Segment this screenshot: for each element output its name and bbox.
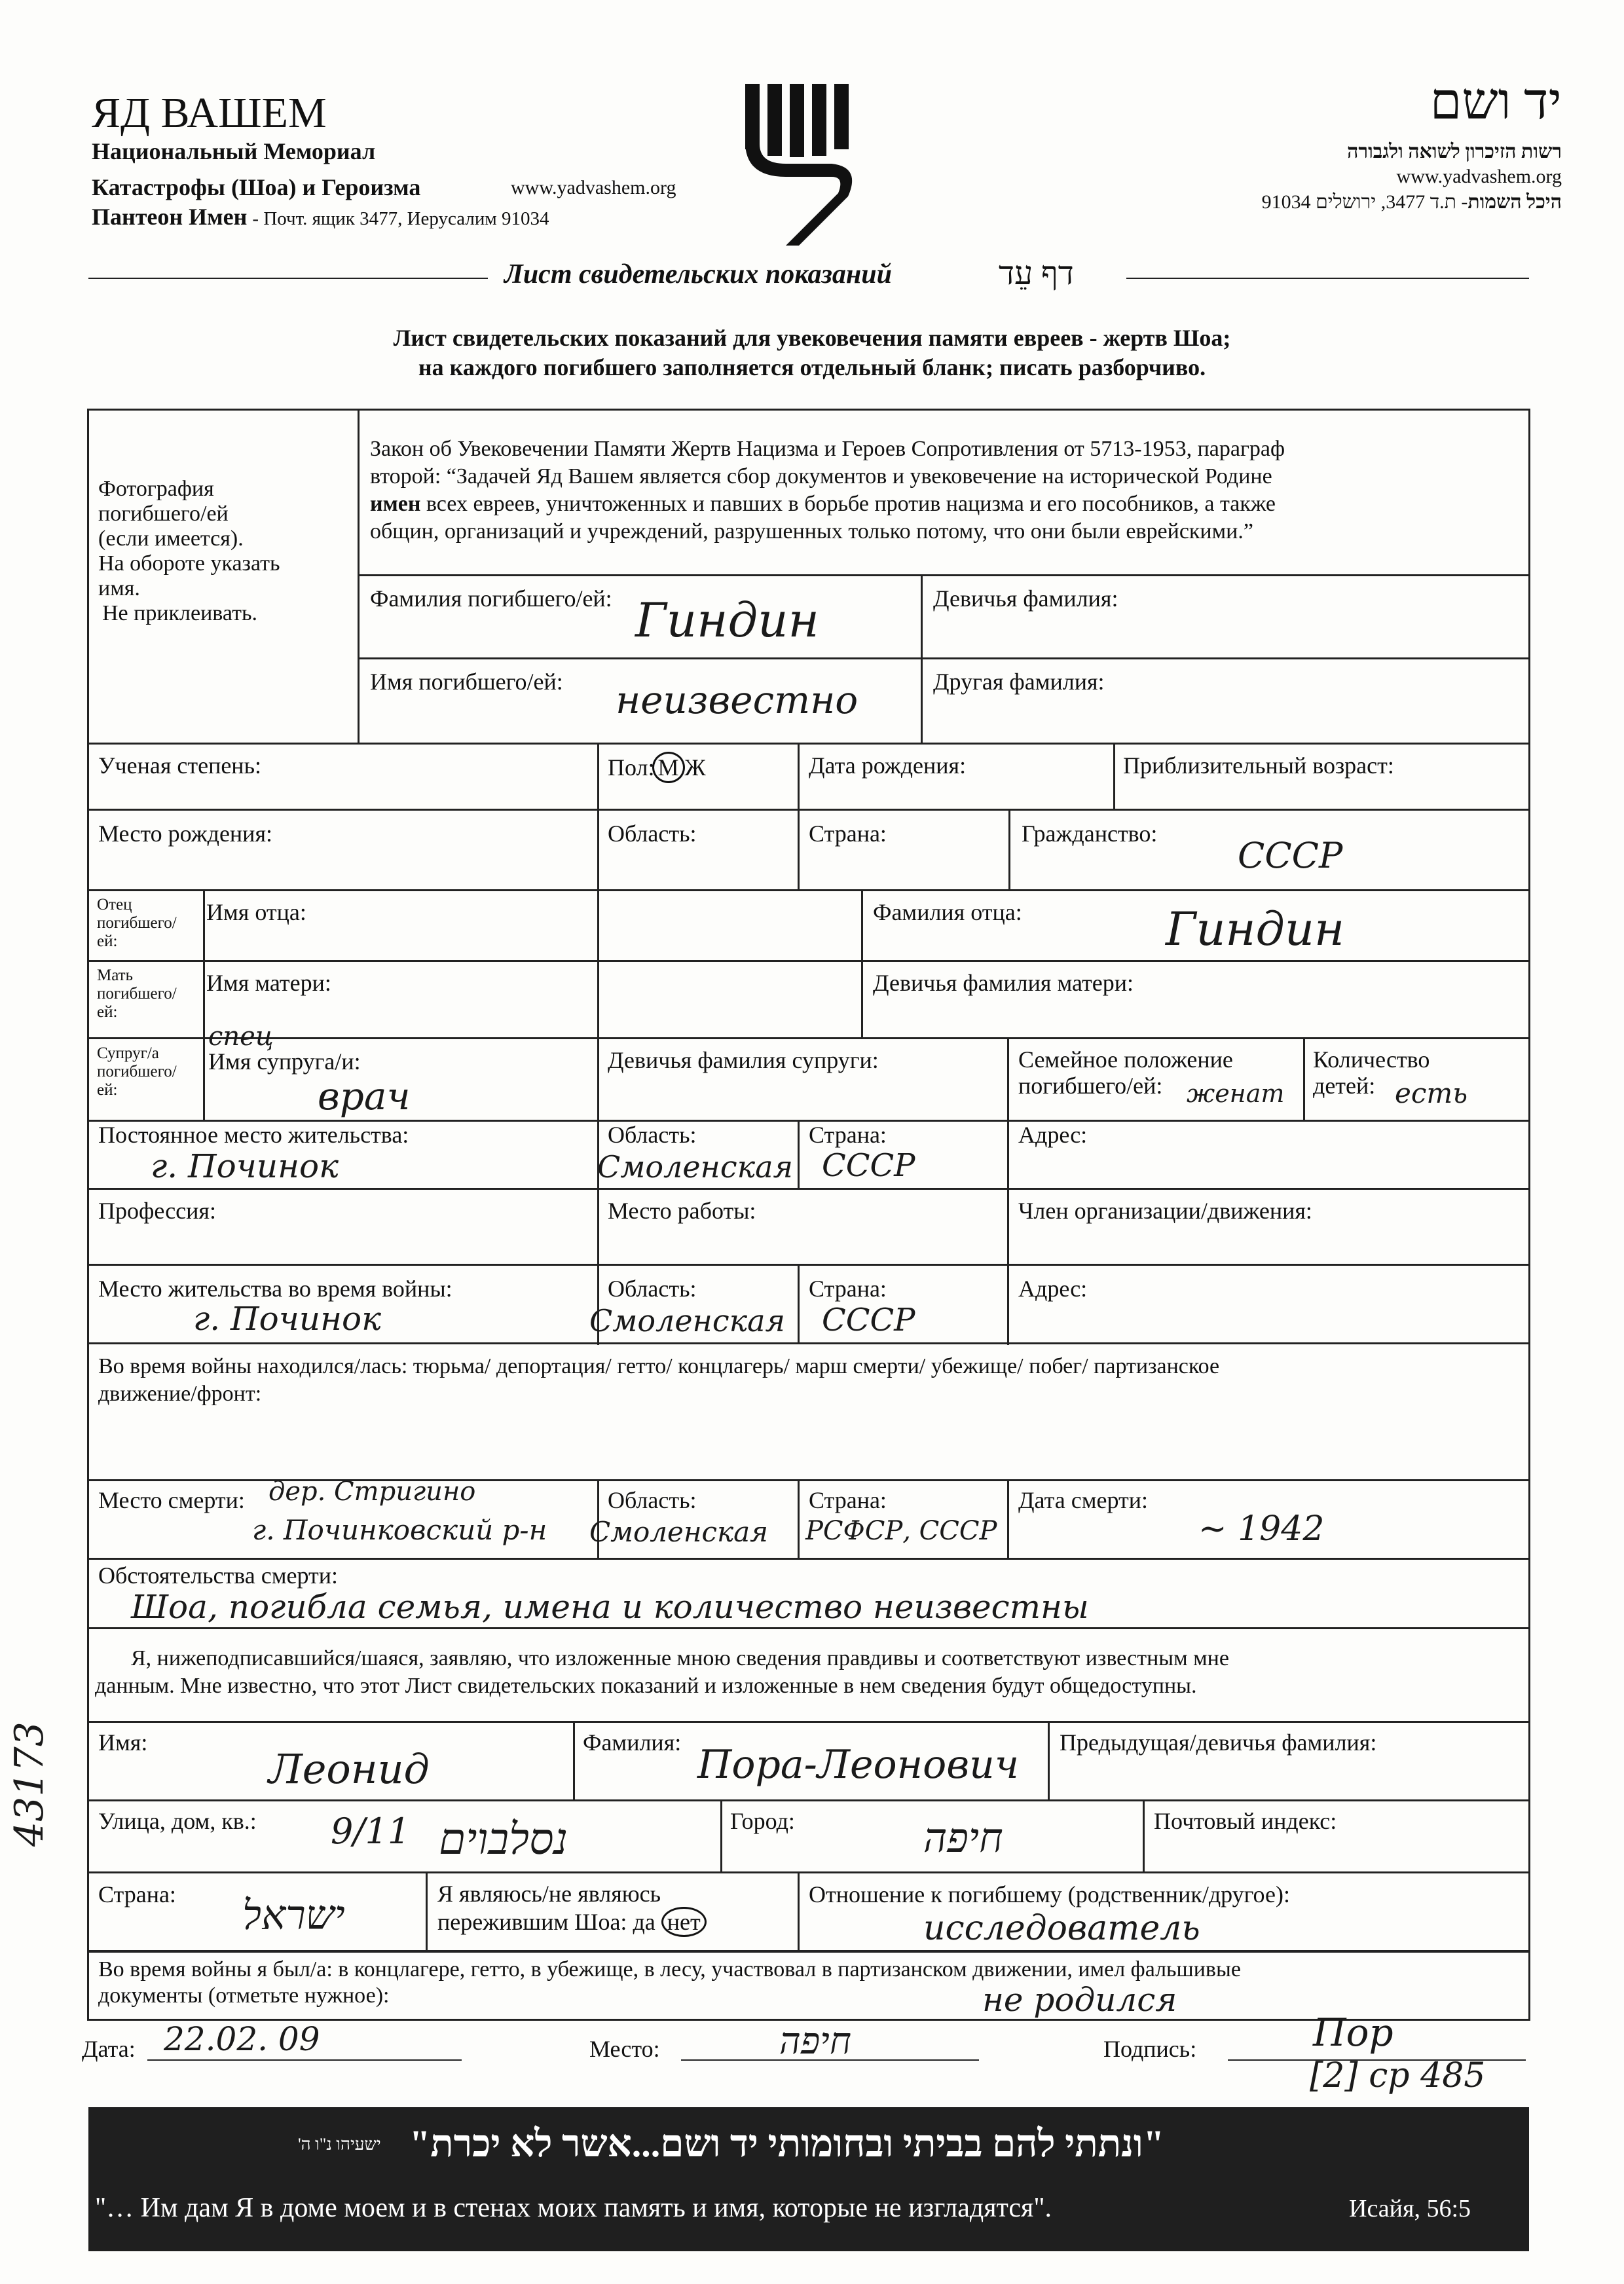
submitter-surname-label: Фамилия: [583, 1729, 682, 1756]
submitter-name-value[interactable]: Леонид [268, 1745, 430, 1793]
father-side-2: погибшего/ [97, 914, 177, 932]
website-left: www.yadvashem.org [511, 177, 676, 198]
birth-country-label: Страна: [809, 820, 887, 847]
sex-field [608, 752, 706, 783]
intro-line2: на каждого погибшего заполняется отдельный бланк; писать разборчиво. [418, 354, 1206, 380]
survivor-label [437, 1881, 707, 1937]
title-rule-left [88, 278, 488, 279]
residence-country-label: Страна: [809, 1122, 887, 1148]
spouse-side-1: Супруг/а [97, 1044, 159, 1062]
victim-firstname-value[interactable]: неизвестно [616, 678, 858, 722]
street-name-value[interactable]: נסלבוים [439, 1814, 568, 1864]
marital-status-value[interactable]: женат [1187, 1079, 1285, 1108]
law-line-3 [370, 490, 1285, 518]
declaration-line-1: Я, нижеподписавшийся/шаяся, заявляю, что изложенные мною сведения правдивы и соответствуют известным мне [131, 1646, 1229, 1670]
death-place-value-1[interactable]: дер. Стригино [268, 1477, 476, 1507]
row-line-2628 [87, 1721, 1530, 1723]
residence-region-value[interactable]: Смоленская [597, 1149, 793, 1185]
street-number-value[interactable]: 9/11 [331, 1811, 411, 1852]
name-row-divider [358, 657, 1530, 659]
father-side-1: Отец [97, 896, 132, 913]
banner-russian-ref: Исайя, 56:5 [1349, 2195, 1471, 2222]
yad-vashem-logo-icon [740, 79, 858, 249]
submitter-country-label: Страна: [98, 1881, 176, 1907]
declaration-text [95, 1645, 1229, 1700]
law-line-2: второй: “Задачей Яд Вашем является сбор документов и увековечение на исторической Родине [370, 464, 1272, 488]
death-place-label: Место смерти: [98, 1487, 245, 1513]
street-col-divider-1100 [720, 1799, 722, 1871]
mother-name-label: Имя матери: [206, 970, 331, 996]
war-region-label: Область: [608, 1276, 697, 1302]
spouse-value[interactable]: врач [318, 1074, 411, 1118]
mother-side-label [97, 967, 177, 1022]
law-line-3-rest: всех евреев, уничтоженных и павших в борьбе против нацизма и его пособников, а также [420, 492, 1276, 516]
war-residence-label: Место жительства во время войны: [98, 1276, 452, 1302]
photo-label-4: На обороте указать [98, 551, 280, 576]
org-line1-ru: Национальный Мемориал [92, 138, 376, 164]
place-value[interactable]: חיפה [779, 2020, 851, 2063]
org-line3-he [1262, 191, 1562, 213]
col-divider-1540 [1008, 809, 1010, 889]
residence-address-label: Адрес: [1018, 1122, 1088, 1148]
survivor-label-2-text: пережившим Шоа: [437, 1909, 627, 1935]
survivor-label-2 [437, 1907, 707, 1937]
row-line-2485 [87, 1627, 1530, 1629]
war-region-value[interactable]: Смоленская [589, 1303, 785, 1338]
father-side-label [97, 896, 177, 951]
submitter-war-line-1: Во время войны я был/а: в концлагере, гетто, в убежище, в лесу, участвовал в партизанском движении, имел фальшивые [98, 1957, 1241, 1981]
father-side-3: ей: [97, 932, 118, 950]
org-title-ru: ЯД ВАШЕМ [92, 89, 327, 137]
org-title-he: יד ושם [1430, 73, 1562, 130]
banner-hebrew-quote: "ונתתי להם בביתי ובחומותי יד ושם...אשר לא יכרת" [409, 2122, 1164, 2165]
website-right: www.yadvashem.org [1396, 166, 1562, 187]
law-line-1: Закон об Увековечении Памяти Жертв Нацизма и Героев Сопротивления от 5713-1953, параграф [370, 437, 1285, 461]
country-col-divider-650 [426, 1871, 428, 1950]
submitter-surname-value[interactable]: Пора-Леонович [697, 1742, 1020, 1788]
war-status-line-1: Во время войны находился/лась: тюрьма/ депортация/ гетто/ концлагерь/ марш смерти/ убежище/ побег/ партизанское [98, 1354, 1220, 1378]
spouse-col-divider-1538 [1007, 1037, 1009, 1120]
place-underline [681, 2059, 979, 2061]
sex-option-male[interactable]: М [652, 752, 685, 783]
death-country-value[interactable]: РСФСР, СССР [805, 1516, 997, 1546]
row-line-1814 [87, 1188, 1530, 1190]
photo-box [98, 477, 280, 626]
archive-note: [2] ср 485 [1310, 2056, 1486, 2095]
birth-region-label: Область: [608, 820, 697, 847]
law-names-bold: имен [370, 492, 421, 516]
photo-label-3: (если имеется). [98, 526, 244, 551]
margin-number: 43173 [7, 1722, 52, 1847]
row-line-2978 [87, 1950, 1530, 1953]
form-title-ru: Лист свидетельских показаний [504, 259, 892, 289]
death-place-value-2[interactable]: г. Починковский р-н [252, 1514, 547, 1546]
relation-value[interactable]: исследователь [923, 1909, 1200, 1948]
war-status-line-2: движение/фронт: [98, 1382, 262, 1406]
row-line-2050 [87, 1342, 1530, 1344]
mother-side-1: Мать [97, 967, 134, 984]
row-line-1930 [87, 1264, 1530, 1266]
father-surname-label: Фамилия отца: [873, 899, 1022, 925]
war-col-divider-1218 [798, 1264, 800, 1342]
banner-russian-quote: "… Им дам Я в доме моем и в стенах моих память и имя, которые не изгладятся". [95, 2193, 1052, 2223]
residence-region-label: Область: [608, 1122, 697, 1148]
law-bottom-line [358, 574, 1530, 576]
birthplace-label: Место рождения: [98, 820, 273, 847]
citizenship-value[interactable]: СССР [1238, 835, 1343, 876]
org-address-ru: - Почт. ящик 3477, Иерусалим 91034 [252, 208, 549, 229]
marital-label-1: Семейное положение [1018, 1046, 1233, 1073]
form-title-he: דף עֵד [999, 255, 1074, 291]
spouse-note[interactable]: спец [208, 1022, 274, 1052]
photo-label-2: погибшего/ей [98, 502, 229, 526]
banner-hebrew-ref: ישעיהו נ"ו ה' [298, 2135, 381, 2154]
survivor-option-no[interactable]: нет [661, 1907, 707, 1937]
other-surname-label: Другая фамилия: [933, 669, 1105, 695]
quote-banner [88, 2107, 1529, 2251]
member-label: Член организации/движения: [1018, 1198, 1312, 1224]
name-col-divider [921, 574, 923, 743]
spouse-name-label: Имя супруга/и: [208, 1048, 361, 1075]
children-value[interactable]: есть [1395, 1077, 1468, 1109]
col-divider-1700 [1113, 743, 1115, 809]
death-region-label: Область: [608, 1487, 697, 1513]
survivor-option-yes[interactable]: да [633, 1909, 655, 1935]
birthdate-label: Дата рождения: [809, 752, 967, 779]
place-label: Место: [589, 2036, 660, 2062]
death-region-value[interactable]: Смоленская [589, 1516, 768, 1548]
org-line1-he: רשות הזיכרון לשואה ולגבורה [1347, 141, 1562, 162]
death-date-value[interactable]: ~ 1942 [1198, 1509, 1325, 1549]
residence-value[interactable]: г. Починок [151, 1147, 339, 1185]
row-line-1358 [87, 889, 1530, 891]
submitter-prev-surname-label: Предыдущая/девичья фамилия: [1060, 1729, 1377, 1756]
submitter-war-value[interactable]: не родился [982, 1981, 1177, 2019]
sex-label: Пол: [608, 754, 655, 781]
sub-col-divider-875 [573, 1721, 575, 1799]
row-line-1584 [87, 1037, 1530, 1039]
zip-label: Почтовый индекс: [1154, 1808, 1337, 1834]
country-col-divider-1218 [798, 1871, 800, 1950]
org-address-he: - ת.ד 3477, ירושלים 91034 [1261, 191, 1468, 213]
law-line-4: общин, организаций и учреждений, разрушенных только потому, что они были еврейскими.” [370, 519, 1253, 543]
spouse-maiden-label: Девичья фамилия супруги: [608, 1047, 879, 1073]
war-residence-value[interactable]: г. Починок [193, 1300, 381, 1338]
survivor-label-1: Я являюсь/не являюсь [437, 1881, 661, 1907]
signature-label: Подпись: [1103, 2036, 1197, 2062]
circumstances-value[interactable]: Шоа, погибла семья, имена и количество неизвестны [131, 1588, 1089, 1626]
maiden-name-label: Девичья фамилия: [933, 585, 1118, 612]
title-rule-right [1126, 278, 1529, 279]
row-line-1235 [87, 809, 1530, 811]
declaration-line-2: данным. Мне известно, что этот Лист свидетельских показаний и изложенные в нем сведения будут общедоступны. [95, 1674, 1197, 1698]
law-text [370, 435, 1285, 545]
submitter-name-label: Имя: [98, 1729, 148, 1756]
war-status-label [98, 1353, 1219, 1408]
side-label-divider [203, 889, 205, 1120]
relation-label: Отношение к погибшему (родственник/другое): [809, 1881, 1290, 1907]
father-surname-value[interactable]: Гиндин [1166, 902, 1345, 956]
photo-label-6: Не приклеивать. [102, 601, 257, 625]
signature-value[interactable]: Пор [1313, 2010, 1393, 2055]
submitter-country-value[interactable]: ישראל [242, 1891, 345, 1939]
res-col-divider-1218 [798, 1120, 800, 1188]
city-value[interactable]: חיפה [923, 1814, 1003, 1862]
row-line-1134 [87, 743, 1530, 745]
spouse-side-3: ей: [97, 1081, 118, 1099]
hall-of-names-he: היכל השמות [1467, 191, 1562, 213]
spouse-side-2: погибшего/ [97, 1063, 177, 1080]
pantheon-label: Пантеон Имен [92, 204, 248, 230]
war-country-value[interactable]: СССР [822, 1302, 915, 1338]
photo-label-1: Фотография [98, 477, 214, 501]
residence-country-value[interactable]: СССР [822, 1147, 915, 1184]
city-label: Город: [730, 1808, 795, 1834]
submitter-war-line-2: документы (отметьте нужное): [98, 1983, 390, 2008]
father-name-label: Имя отца: [206, 899, 306, 925]
citizenship-label: Гражданство: [1022, 820, 1158, 847]
death-date-label: Дата смерти: [1018, 1487, 1149, 1513]
sub-col-divider-1600 [1048, 1721, 1050, 1799]
intro-line1: Лист свидетельских показаний для увековечения памяти евреев - жертв Шоа; [393, 325, 1231, 351]
war-address-label: Адрес: [1018, 1276, 1088, 1302]
row-line-2379 [87, 1558, 1530, 1560]
children-label-2: детей: [1313, 1073, 1376, 1099]
street-col-divider-1745 [1143, 1799, 1145, 1871]
photo-label-5: имя. [98, 576, 140, 600]
date-label: Дата: [82, 2036, 136, 2062]
spouse-side-label [97, 1044, 177, 1099]
approx-age-label: Приблизительный возраст: [1123, 752, 1394, 779]
date-underline [147, 2059, 462, 2061]
victim-firstname-label: Имя погибшего/ей: [370, 669, 563, 695]
spouse-col-divider-1990 [1303, 1037, 1305, 1120]
workplace-label: Место работы: [608, 1198, 756, 1224]
row-line-1466 [87, 960, 1530, 962]
degree-label: Ученая степень: [98, 752, 261, 779]
marital-label-2: погибшего/ей: [1018, 1073, 1163, 1099]
victim-surname-label: Фамилия погибшего/ей: [370, 585, 612, 612]
mother-side-3: ей: [97, 1003, 118, 1021]
mother-side-2: погибшего/ [97, 985, 177, 1003]
death-col-divider-1218 [798, 1479, 800, 1558]
street-label: Улица, дом, кв.: [98, 1808, 257, 1834]
mother-maiden-label: Девичья фамилия матери: [873, 970, 1134, 996]
row-line-2858 [87, 1871, 1530, 1873]
parents-col-divider [861, 889, 863, 1037]
profession-label: Профессия: [98, 1198, 216, 1224]
war-country-label: Страна: [809, 1276, 887, 1302]
death-col-divider-1538 [1007, 1479, 1009, 1558]
org-line3-ru [92, 203, 549, 230]
victim-surname-value[interactable]: Гиндин [635, 593, 819, 648]
circumstances-label: Обстоятельства смерти: [98, 1562, 338, 1589]
sex-option-female[interactable]: Ж [684, 754, 706, 781]
date-value[interactable]: 22.02. 09 [164, 2020, 320, 2058]
col-divider-1218 [798, 743, 800, 889]
row-line-2748 [87, 1799, 1530, 1801]
death-country-label: Страна: [809, 1487, 887, 1513]
children-label-1: Количество [1313, 1046, 1430, 1073]
residence-label: Постоянное место жительства: [98, 1122, 409, 1148]
org-line2-ru: Катастрофы (Шоа) и Героизма [92, 174, 421, 200]
